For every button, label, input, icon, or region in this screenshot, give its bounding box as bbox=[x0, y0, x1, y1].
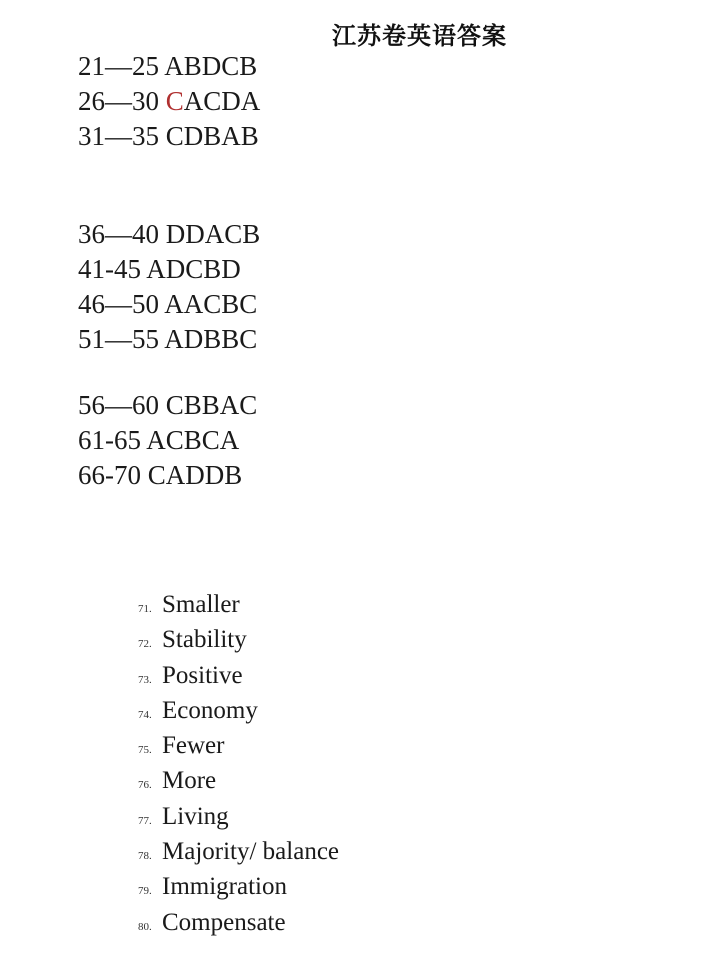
question-range: 51—55 bbox=[78, 324, 159, 354]
mc-row bbox=[78, 458, 257, 493]
answer-letters: AACBC bbox=[164, 289, 258, 319]
mc-group-1 bbox=[78, 49, 260, 154]
item-answer: Compensate bbox=[162, 908, 286, 936]
mc-row bbox=[78, 252, 260, 287]
question-range: 56—60 bbox=[78, 390, 159, 420]
item-answer: Smaller bbox=[162, 591, 240, 618]
mc-group-2 bbox=[78, 217, 260, 357]
item-number: 72. bbox=[138, 638, 152, 651]
list-item bbox=[138, 905, 339, 940]
mc-row bbox=[78, 423, 257, 458]
highlighted-answer: C bbox=[165, 86, 184, 116]
item-answer: Positive bbox=[162, 661, 243, 689]
mc-row bbox=[78, 287, 260, 322]
answer-letters: ADBBC bbox=[164, 324, 258, 354]
list-item bbox=[138, 587, 339, 622]
question-range: 66-70 bbox=[78, 460, 141, 490]
item-number: 71. bbox=[138, 603, 152, 615]
item-answer: Living bbox=[162, 802, 229, 830]
item-answer: Stability bbox=[162, 626, 247, 654]
list-item bbox=[138, 763, 339, 798]
list-item bbox=[138, 658, 339, 693]
item-number: 76. bbox=[138, 779, 152, 792]
item-number: 77. bbox=[138, 814, 152, 827]
answer-letters: CBBAC bbox=[165, 390, 258, 420]
mc-row bbox=[78, 217, 260, 252]
item-number: 75. bbox=[138, 744, 152, 757]
question-range: 61-65 bbox=[78, 425, 141, 455]
answer-letters: ADCBD bbox=[146, 254, 241, 284]
mc-row bbox=[78, 49, 260, 84]
item-number: 73. bbox=[138, 673, 152, 686]
mc-row bbox=[78, 119, 260, 154]
question-range: 21—25 bbox=[78, 51, 159, 81]
answer-letters: DDACB bbox=[165, 219, 261, 249]
mc-row bbox=[78, 322, 260, 357]
list-item bbox=[138, 728, 339, 763]
answer-letters: CDBAB bbox=[165, 121, 259, 151]
question-range: 26—30 bbox=[78, 86, 159, 116]
question-range: 31—35 bbox=[78, 121, 159, 151]
question-range: 36—40 bbox=[78, 219, 159, 249]
item-answer: More bbox=[162, 767, 217, 795]
list-item bbox=[138, 693, 339, 728]
answer-letters: CADDB bbox=[147, 460, 243, 490]
item-answer: Fewer bbox=[162, 732, 225, 760]
list-item bbox=[138, 799, 339, 834]
item-number: 79. bbox=[138, 885, 152, 898]
item-answer: Economy bbox=[162, 696, 258, 724]
page-title: 江苏卷英语答案 bbox=[332, 22, 507, 50]
item-answer: Immigration bbox=[162, 873, 287, 901]
list-item bbox=[138, 622, 339, 657]
item-number: 74. bbox=[138, 708, 152, 721]
answer-letters: ABDCB bbox=[164, 51, 258, 81]
mc-group-3 bbox=[78, 388, 257, 493]
question-range: 46—50 bbox=[78, 289, 159, 319]
answer-letters: ACBCA bbox=[146, 425, 240, 455]
list-item bbox=[138, 834, 339, 869]
mc-row bbox=[78, 84, 260, 119]
mc-row bbox=[78, 388, 257, 423]
list-item bbox=[138, 869, 339, 904]
answer-letters bbox=[166, 86, 261, 116]
item-answer: Majority/ balance bbox=[162, 838, 340, 866]
answer-letters-rest: ACDA bbox=[183, 86, 261, 116]
question-range: 41-45 bbox=[78, 254, 141, 284]
item-number: 78. bbox=[138, 850, 152, 863]
item-number: 80. bbox=[138, 920, 152, 933]
fill-in-answers bbox=[138, 587, 339, 940]
